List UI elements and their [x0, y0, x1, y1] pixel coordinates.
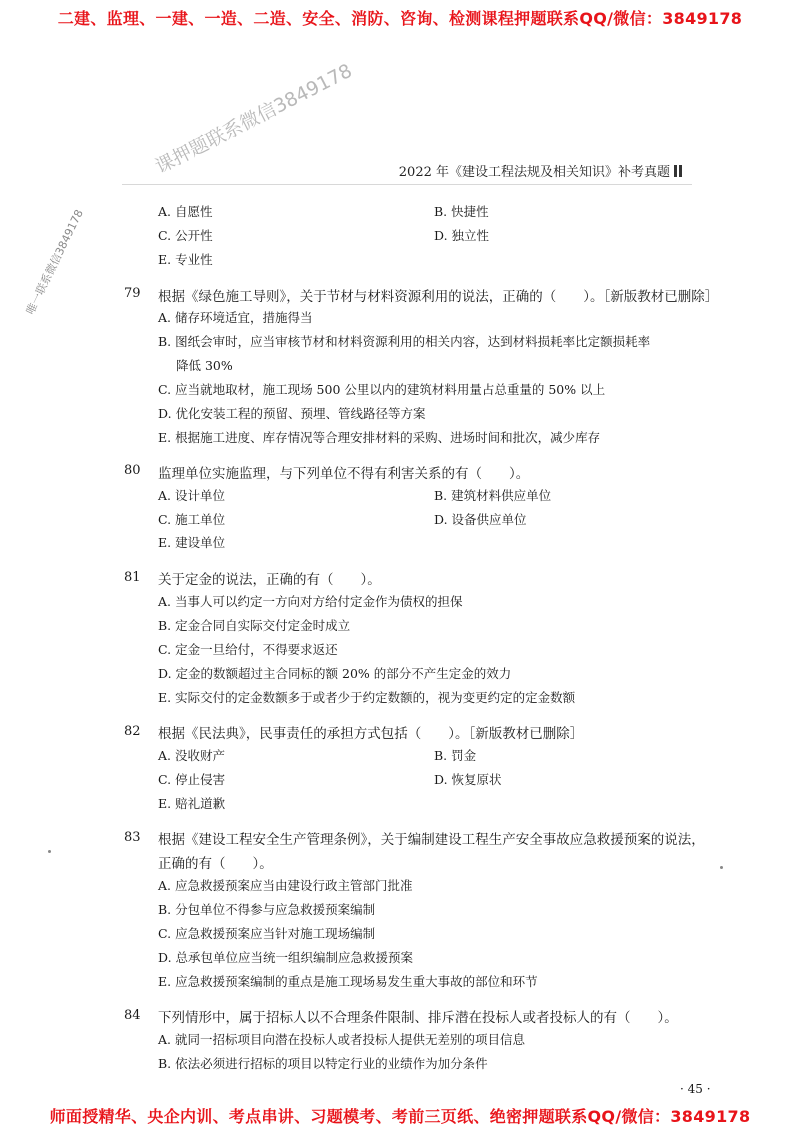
page-number: · 45 · — [680, 1082, 711, 1096]
question-number: 80 — [124, 463, 141, 478]
option-d: D. 设备供应单位 — [434, 512, 527, 527]
option-c: C. 施工单位 — [158, 512, 226, 527]
option-b-continued: 降低 30% — [176, 358, 233, 373]
option-c: C. 应当就地取材，施工现场 500 公里以内的建筑材料用量占总重量的 50% 以上 — [158, 382, 606, 397]
question-text-continued: 正确的有（ ）。 — [158, 856, 273, 872]
option-d: D. 恢复原状 — [434, 772, 502, 787]
question-text: 关于定金的说法，正确的有（ ）。 — [158, 572, 381, 588]
option-b: B. 分包单位不得参与应急救援预案编制 — [158, 902, 376, 917]
option-a: A. 没收财产 — [158, 748, 225, 763]
option-b: B. 依法必须进行招标的项目以特定行业的业绩作为加分条件 — [158, 1056, 488, 1071]
top-contact-banner: 二建、监理、一建、一造、二造、安全、消防、咨询、检测课程押题联系QQ/微信：3849178 — [57, 9, 743, 28]
option-b: B. 图纸会审时，应当审核节材和材料资源利用的相关内容，达到材料损耗率比定额损耗率 — [158, 334, 651, 349]
option-a: A. 应急救援预案应当由建设行政主管部门批准 — [158, 878, 413, 893]
option-e: E. 实际交付的定金数额多于或者少于约定数额的，视为变更约定的定金数额 — [158, 690, 576, 705]
option-e: E. 专业性 — [158, 252, 213, 267]
question-number: 82 — [124, 724, 141, 739]
question-text: 根据《民法典》，民事责任的承担方式包括（ ）。［新版教材已删除］ — [158, 726, 584, 742]
option-e: E. 应急救援预案编制的重点是施工现场易发生重大事故的部位和环节 — [158, 974, 538, 989]
option-c: C. 停止侵害 — [158, 772, 226, 787]
option-a: A. 就同一招标项目向潜在投标人或者投标人提供无差别的项目信息 — [158, 1032, 525, 1047]
option-d: D. 总承包单位应当统一组织编制应急救援预案 — [158, 950, 414, 965]
option-b: B. 罚金 — [434, 748, 477, 763]
option-d: D. 定金的数额超过主合同标的额 20% 的部分不产生定金的效力 — [158, 666, 512, 681]
option-e: E. 建设单位 — [158, 535, 226, 550]
question-number: 81 — [124, 570, 141, 585]
question-text: 监理单位实施监理，与下列单位不得有利害关系的有（ ）。 — [158, 466, 530, 482]
option-b: B. 定金合同自实际交付定金时成立 — [158, 618, 351, 633]
question-text: 根据《建设工程安全生产管理条例》，关于编制建设工程生产安全事故应急救援预案的说法， — [158, 832, 705, 848]
option-d: D. 优化安装工程的预留、预埋、管线路径等方案 — [158, 406, 426, 421]
question-number: 83 — [124, 830, 141, 845]
bottom-contact-banner: 师面授精华、央企内训、考点串讲、习题模考、考前三页纸、绝密押题联系QQ/微信：3849178 — [49, 1107, 751, 1126]
option-c: C. 公开性 — [158, 228, 213, 243]
option-a: A. 自愿性 — [158, 204, 213, 219]
option-a: A. 储存环境适宜，措施得当 — [158, 310, 313, 325]
scan-speck — [720, 866, 723, 869]
option-e: E. 赔礼道歉 — [158, 796, 226, 811]
question-text: 根据《绿色施工导则》，关于节材与材料资源利用的说法，正确的（ ）。［新版教材已删除］ — [158, 289, 719, 305]
side-watermark: 唯一联系微信3849178 — [23, 207, 86, 317]
option-a: A. 当事人可以约定一方向对方给付定金作为债权的担保 — [158, 594, 463, 609]
diagonal-watermark: 课押题联系微信3849178 — [151, 59, 356, 179]
option-c: C. 应急救援预案应当针对施工现场编制 — [158, 926, 376, 941]
option-e: E. 根据施工进度、库存情况等合理安排材料的采购、进场时间和批次，减少库存 — [158, 430, 601, 445]
option-c: C. 定金一旦给付，不得要求返还 — [158, 642, 338, 657]
option-b: B. 建筑材料供应单位 — [434, 488, 552, 503]
page-header-title: 2022 年《建设工程法规及相关知识》补考真题 — [398, 165, 670, 180]
option-b: B. 快捷性 — [434, 204, 489, 219]
scan-speck — [48, 850, 51, 853]
question-number: 79 — [124, 286, 141, 301]
option-a: A. 设计单位 — [158, 488, 225, 503]
option-d: D. 独立性 — [434, 228, 490, 243]
question-number: 84 — [124, 1008, 141, 1023]
question-text: 下列情形中，属于招标人以不合理条件限制、排斥潜在投标人或者投标人的有（ ）。 — [158, 1010, 678, 1026]
